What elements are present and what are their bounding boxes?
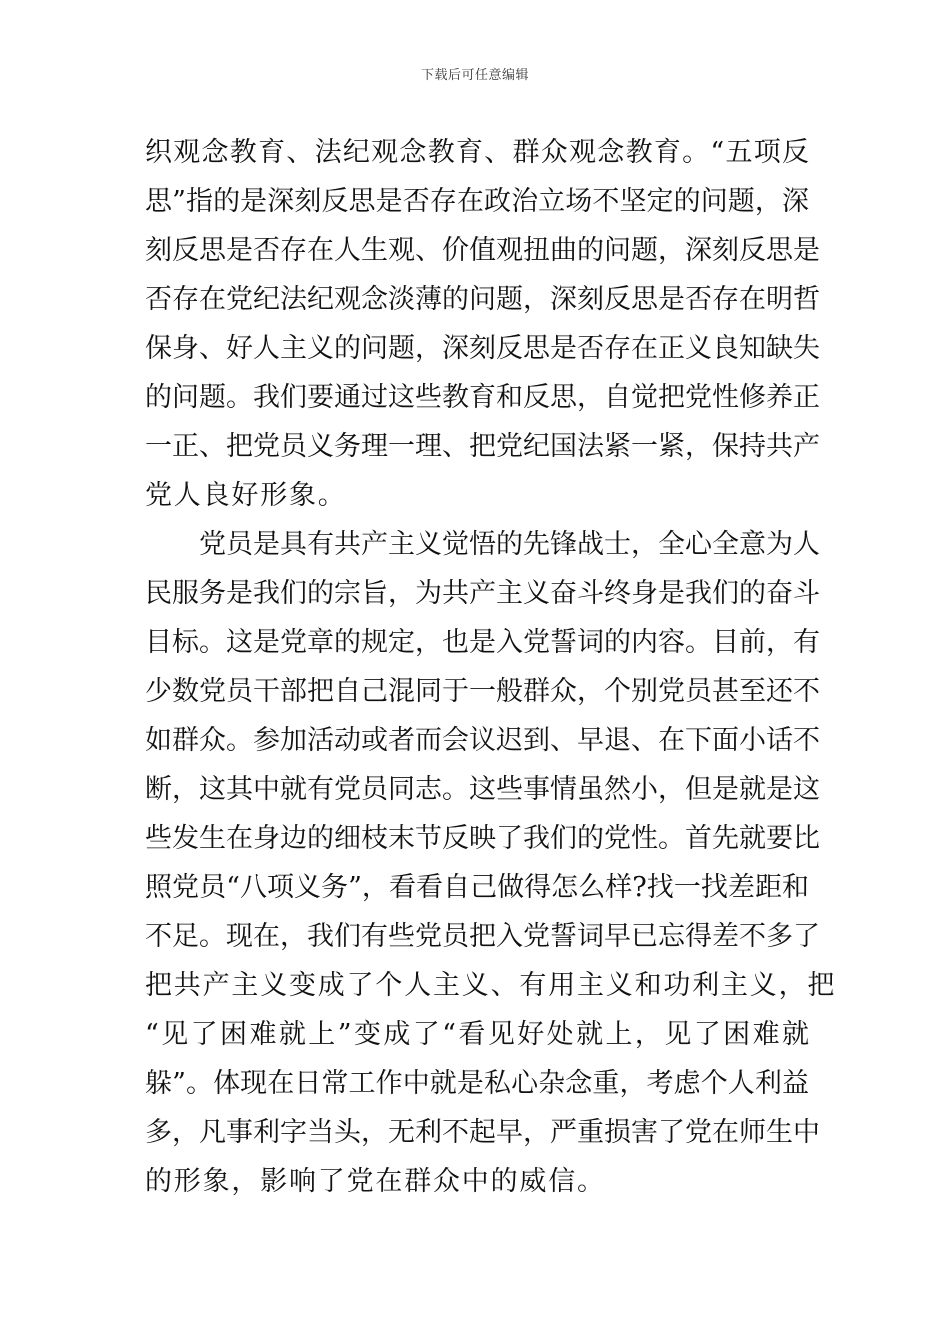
text-line: 思”指的是深刻反思是否存在政治立场不坚定的问题，深 [145,186,809,217]
text-line: 躲”。体现在日常工作中就是私心杂念重，考虑个人利益 [145,1068,809,1099]
text-line: 保身、好人主义的问题，深刻反思是否存在正义良知缺失 [145,333,820,364]
document-body [145,128,837,1206]
text-line: 民服务是我们的宗旨，为共产主义奋斗终身是我们的奋斗 [145,578,820,609]
text-line: 目标。这是党章的规定，也是入党誓词的内容。目前，有 [145,627,820,658]
text-line: 织观念教育、法纪观念教育、群众观念教育。“五项反 [145,137,809,168]
text-line: 照党员“八项义务”，看看自己做得怎么样?找一找差距和 [145,872,809,903]
text-line: 的形象，影响了党在群众中的威信。 [145,1166,606,1197]
text-line: “见了困难就上”变成了“看见好处就上，见了困难就 [145,1019,809,1050]
text-line: 如群众。参加活动或者而会议迟到、早退、在下面小话不 [145,725,820,756]
text-line: 刻反思是否存在人生观、价值观扭曲的问题，深刻反思是 [145,235,820,266]
text-line: 的问题。我们要通过这些教育和反思，自觉把党性修养正 [145,382,820,413]
text-line: 否存在党纪法纪观念淡薄的问题，深刻反思是否存在明哲 [145,284,820,315]
text-line: 多，凡事利字当头，无利不起早，严重损害了党在师生中 [145,1117,820,1148]
page-header: 下载后可任意编辑 [420,68,529,83]
text-line: 些发生在身边的细枝末节反映了我们的党性。首先就要比 [145,823,820,854]
text-line: 少数党员干部把自己混同于一般群众，个别党员甚至还不 [145,676,820,707]
text-line: 把共产主义变成了个人主义、有用主义和功利主义，把 [145,970,837,1001]
text-line: 党人良好形象。 [145,480,347,511]
text-line: 一正、把党员义务理一理、把党纪国法紧一紧，保持共产 [145,431,820,462]
text-line: 党员是具有共产主义觉悟的先锋战士，全心全意为人 [199,529,820,560]
text-line: 不足。现在，我们有些党员把入党誓词早已忘得差不多了 [145,921,820,952]
text-line: 断，这其中就有党员同志。这些事情虽然小，但是就是这 [145,774,820,805]
